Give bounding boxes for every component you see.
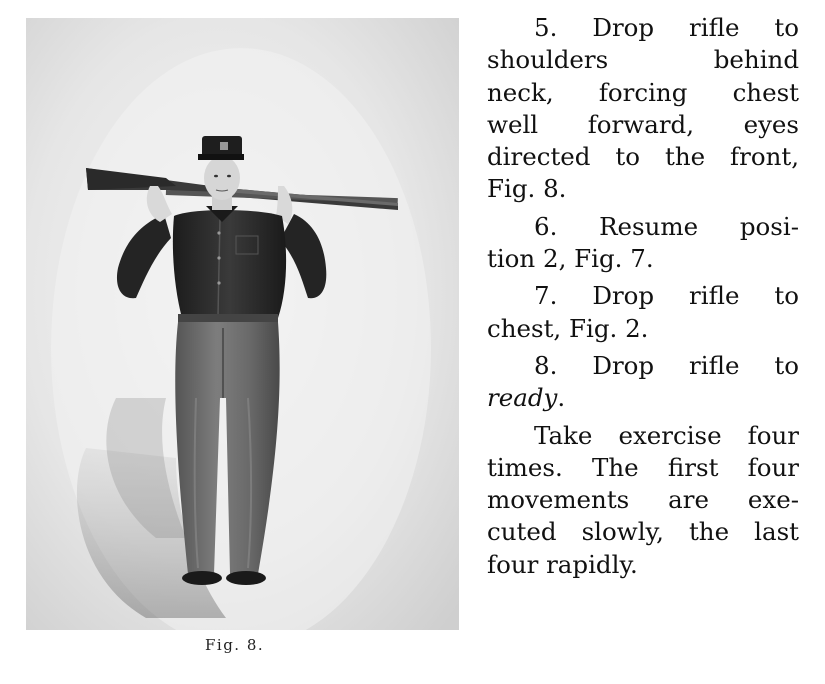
note-line-5: four rapidly.	[487, 549, 638, 579]
step-8-line-1: 8. Drop rifle to	[534, 350, 799, 380]
step-5-line-1: 5. Drop rifle to	[534, 13, 799, 42]
step-5-line-4: well forward, eyes	[487, 109, 799, 139]
step-8-ready-word: ready	[487, 383, 558, 413]
step-6-line-1: 6. Resume posi-	[534, 211, 799, 241]
step-7	[487, 280, 799, 345]
step-5	[487, 12, 799, 206]
note-line-1: Take exercise four	[534, 420, 799, 450]
note-line-3: movements are exe-	[487, 485, 799, 515]
step-8-line-2	[487, 382, 799, 414]
cap	[198, 136, 244, 160]
shoes	[182, 571, 222, 585]
step-5-line-6: Fig. 8.	[487, 174, 567, 204]
figure-caption: Fig. 8.	[205, 636, 265, 654]
step-5-line-3: neck, forcing chest	[487, 77, 799, 107]
step-8-period: .	[557, 383, 566, 413]
instruction-column	[487, 12, 799, 586]
figure-photo	[26, 18, 459, 630]
shirt	[173, 210, 286, 318]
step-7-line-1: 7. Drop rifle to	[534, 281, 799, 311]
note-line-2: times. The first four	[487, 452, 799, 482]
step-5-line-5: directed to the front,	[487, 142, 799, 172]
step-7-line-2: chest, Fig. 2.	[487, 313, 649, 343]
step-6-line-2: tion 2, Fig. 7.	[487, 244, 654, 274]
exercise-note	[487, 420, 799, 581]
step-5-line-2: shoulders behind	[487, 45, 799, 75]
soldier-holding-rifle-behind-neck-photo	[26, 18, 459, 630]
step-8	[487, 350, 799, 415]
print-speck	[162, 0, 184, 6]
step-6	[487, 211, 799, 276]
head	[204, 156, 240, 200]
note-line-4: cuted slowly, the last	[487, 517, 799, 547]
